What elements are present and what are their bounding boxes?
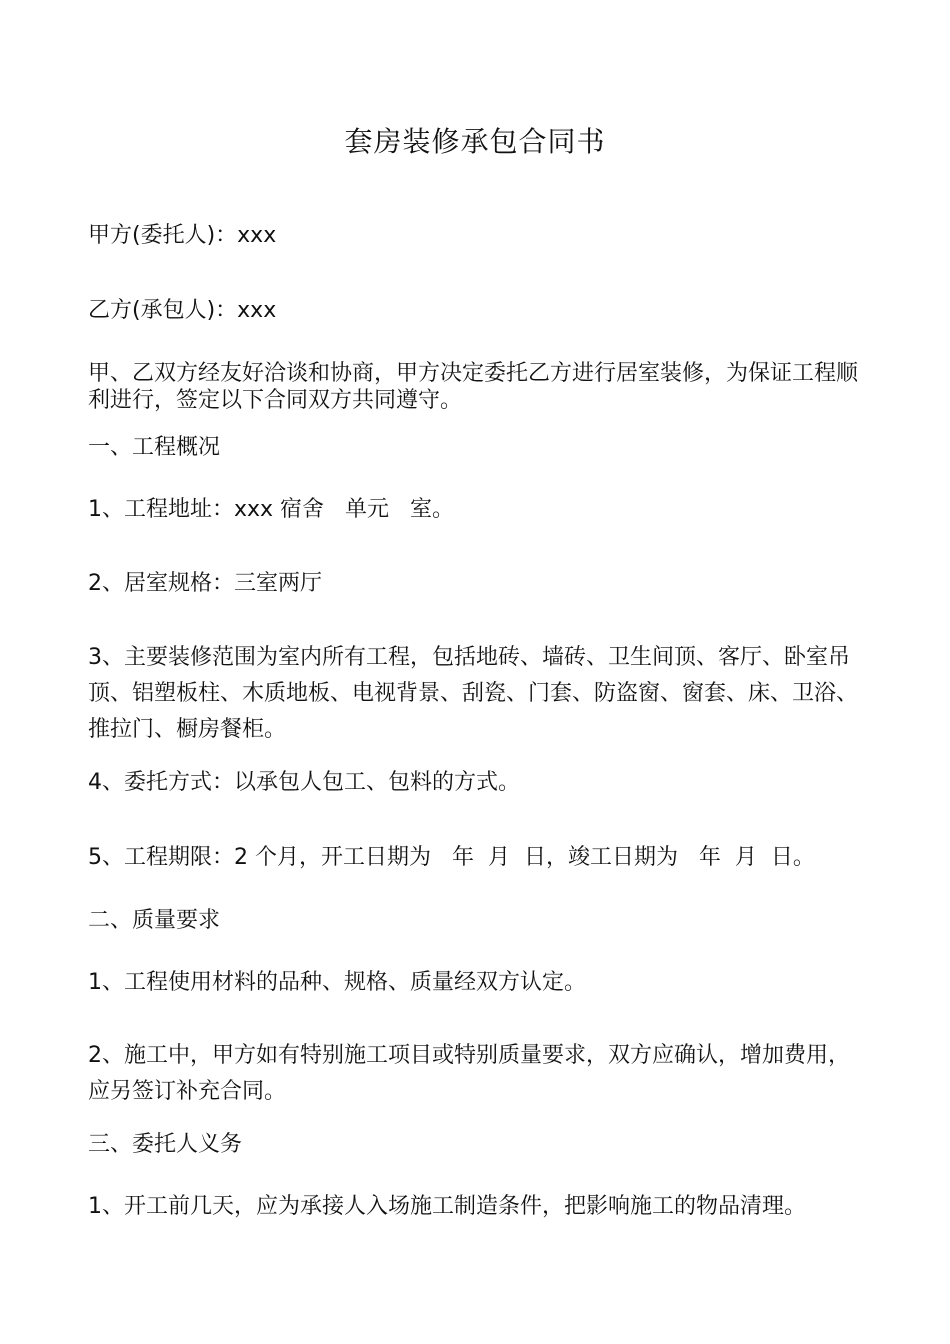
section-2-item-1: 1、工程使用材料的品种、规格、质量经双方认定。 [88, 970, 586, 995]
section-2-item-2: 2、施工中，甲方如有特别施工项目或特别质量要求，双方应确认，增加费用，应另签订补充合同。 [88, 1043, 850, 1104]
section-3-item-1: 1、开工前几天，应为承接人入场施工制造条件，把影响施工的物品清理。 [88, 1194, 806, 1219]
section-3-heading: 三、委托人义务 [88, 1132, 243, 1157]
section-2-heading: 二、质量要求 [88, 908, 221, 933]
section-1-item-3: 3、主要装修范围为室内所有工程，包括地砖、墙砖、卫生间顶、客厅、卧室吊顶、铝塑板柱、木质地板、电视背景、刮瓷、门套、防盗窗、窗套、床、卫浴、推拉门、橱房餐柜。 [88, 645, 859, 742]
section-1-item-5: 5、工程期限：2 个月，开工日期为 年 月 日，竣工日期为 年 月 日。 [88, 845, 815, 870]
document-title: 套房装修承包合同书 [344, 125, 606, 158]
party-b-line: 乙方(承包人)：xxx [88, 298, 277, 323]
intro-paragraph: 甲、乙双方经友好洽谈和协商，甲方决定委托乙方进行居室装修，为保证工程顺利进行，签定以下合同双方共同遵守。 [88, 361, 859, 413]
section-1-item-4: 4、委托方式：以承包人包工、包料的方式。 [88, 770, 520, 795]
section-1-item-1: 1、工程地址：xxx 宿舍 单元 室。 [88, 497, 455, 522]
section-1-heading: 一、工程概况 [88, 435, 221, 460]
party-a-line: 甲方(委托人)：xxx [88, 223, 277, 248]
section-1-item-2: 2、居室规格：三室两厅 [88, 571, 322, 596]
